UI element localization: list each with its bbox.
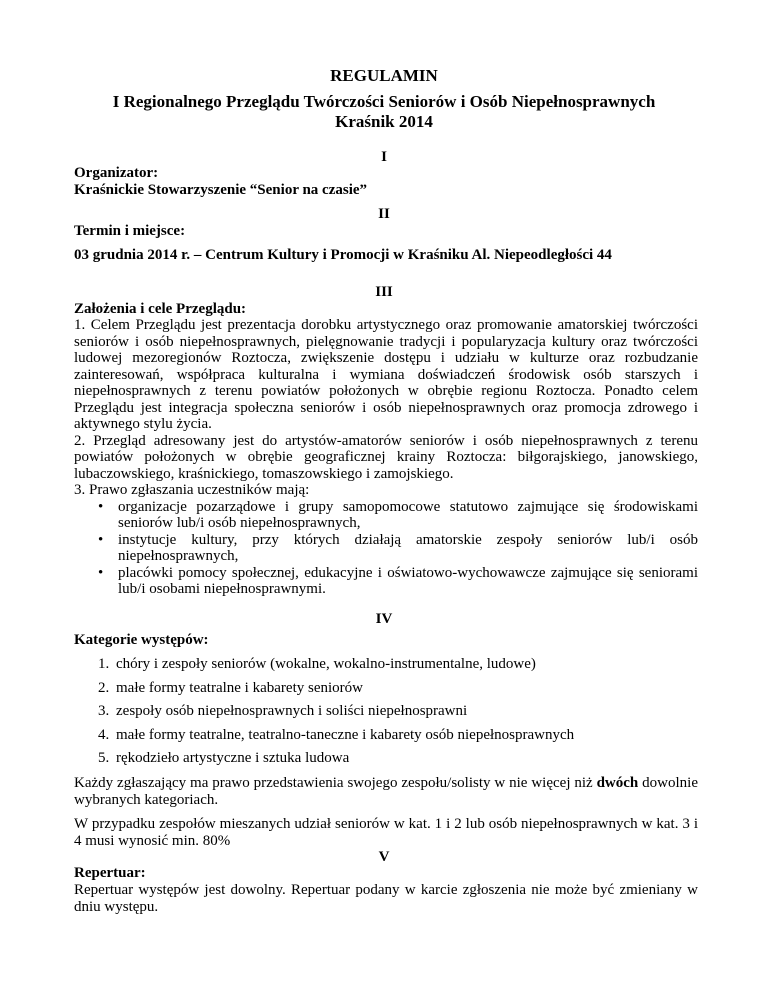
document-title: REGULAMIN: [330, 66, 438, 85]
date-place-text: 03 grudnia 2014 r. – Centrum Kultury i Promocji w Kraśniku Al. Niepeodległości 44: [74, 247, 612, 263]
section-numeral-2: II: [378, 206, 390, 222]
bullet-icon: •: [98, 531, 104, 548]
section-label-goals: Założenia i cele Przeglądu:: [74, 301, 247, 317]
goals-paragraph-1: 1. Celem Przeglądu jest prezentacja dorobku artystycznego oraz promowanie amatorskiej twórczości seniorów i osób niepełnosprawnych, pielęgnowanie tradycji i popularyzacja kultury oraz twórczości ludowej mezoregionów Roztocza, zwiększenie dostępu i udziału w kulturze oraz rozbudzanie zainteresowań, współpraca kulturalna i wymiana doświadczeń środowisk osób starszych i niepełnosprawnych z terenu powiatów położonych w obrębie regionu Roztocza. Ponadto celem Przeglądu jest integracja społeczna seniorów i osób niepełnosprawnych oraz promocja zdrowego i aktywnego stylu życia.: [74, 317, 698, 432]
category-item: 4. małe formy teatralne, teatralno-taneczne i kabarety osób niepełnosprawnych: [98, 726, 575, 743]
category-item: 2. małe formy teatralne i kabarety seniorów: [98, 679, 363, 696]
categories-list: [74, 656, 698, 774]
section-numeral-4: IV: [375, 611, 393, 627]
section-label-organizer: Organizator:: [74, 165, 159, 181]
bullet-icon: •: [98, 564, 104, 581]
organizer-name: Kraśnickie Stowarzyszenie “Senior na czasie”: [74, 182, 368, 198]
goals-section-body: [74, 317, 698, 598]
category-item: 1. chóry i zespoły seniorów (wokalne, wokalno-instrumentalne, ludowe): [98, 656, 536, 672]
section-numeral-5: V: [378, 849, 390, 865]
list-item: • organizacje pozarządowe i grupy samopomocowe statutowo zajmujące się środowiskami seniorów lub/i osób niepełnosprawnych,: [98, 498, 698, 531]
section-label-categories: Kategorie występów:: [74, 632, 209, 648]
section-label-repertoire: Repertuar:: [74, 865, 146, 881]
categories-list-wrapper: [74, 656, 698, 774]
section-numeral-1: I: [381, 149, 387, 165]
document-subtitle: I Regionalnego Przeglądu Twórczości Seniorów i Osób Niepełnosprawnych: [112, 92, 656, 111]
section-label-date-place: Termin i miejsce:: [74, 223, 186, 239]
eligible-entities-list: [74, 499, 698, 598]
section-numeral-3: III: [375, 284, 393, 300]
document-subtitle-place-year: Kraśnik 2014: [335, 112, 433, 131]
list-item: • placówki pomocy społecznej, edukacyjne i oświatowo-wychowawcze zajmujące się seniorami lub/i osobami niepełnosprawnymi.: [98, 564, 698, 597]
goals-paragraph-3: 3. Prawo zgłaszania uczestników mają:: [74, 482, 310, 498]
category-item: 3. zespoły osób niepełnosprawnych i soliści niepełnosprawni: [98, 703, 468, 719]
mixed-teams-note: W przypadku zespołów mieszanych udział seniorów w kat. 1 i 2 lub osób niepełnosprawnych w kat. 3 i 4 musi wynosić min. 80%: [74, 816, 698, 849]
list-item: • instytucje kultury, przy których działają amatorskie zespoły seniorów lub/i osób niepełnosprawnych,: [98, 531, 698, 564]
categories-limit-note: Każdy zgłaszający ma prawo przedstawienia swojego zespołu/solisty w nie więcej niż dwóch dowolnie wybranych kategoriach.: [74, 775, 698, 808]
category-item: 5. rękodzieło artystyczne i sztuka ludowa: [98, 750, 350, 766]
goals-paragraph-2: 2. Przegląd adresowany jest do artystów-amatorów seniorów i osób niepełnosprawnych z terenu powiatów położonych w obrębie geograficznej krainy Roztocza: biłgorajskiego, janowskiego, lubaczowskiego, kraśnickiego, tomaszowskiego i zamojskiego.: [74, 432, 698, 482]
repertoire-text: Repertuar występów jest dowolny. Repertuar podany w karcie zgłoszenia nie może być zmieniany w dniu występu.: [74, 882, 698, 915]
bullet-icon: •: [98, 498, 104, 515]
